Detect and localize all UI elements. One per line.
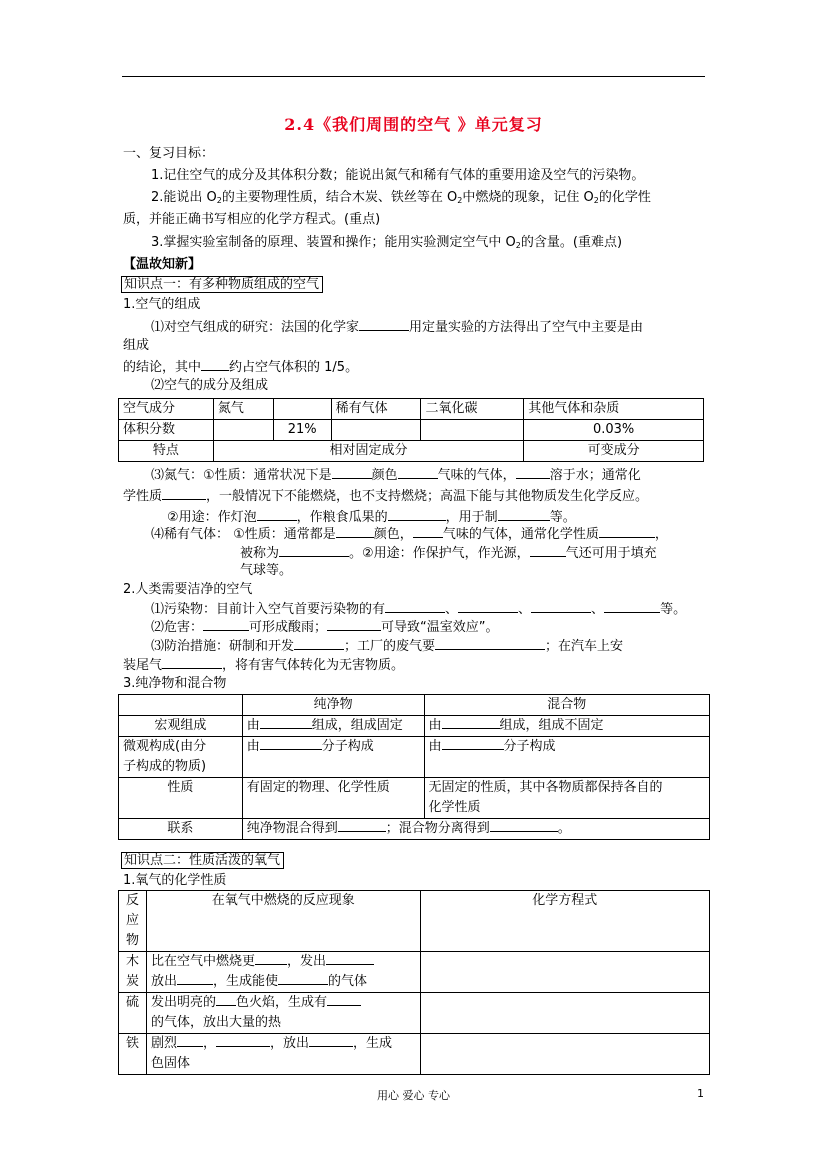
pollution-line-3: ⑶防治措施：研制和开发 ；工厂的废气要 ；在汽车上安 xyxy=(151,639,624,654)
cell xyxy=(331,420,421,441)
cell: 二氧化碳 xyxy=(421,399,524,420)
cell: 纯净物混合得到 ；混合物分离得到 。 xyxy=(242,819,709,840)
noble-gas-line-3: 气球等。 xyxy=(240,563,293,578)
cell: 宏观组成 xyxy=(119,716,243,737)
kp1-line-2: 组成 xyxy=(123,338,150,353)
cell xyxy=(420,1034,709,1075)
kp1-line-3: 的结论，其中 约占空气体积的 1/5。 xyxy=(123,360,359,375)
cell: 相对固定成分 xyxy=(213,441,523,462)
cell: 木 炭 xyxy=(119,952,147,993)
cell: 发出明亮的 色火焰，生成有 的气体，放出大量的热 xyxy=(146,993,420,1034)
page-footer: 用心 爱心 专心 xyxy=(377,1089,450,1102)
cell: 由 分子构成 xyxy=(424,737,710,778)
cell: 由 分子构成 xyxy=(242,737,424,778)
kp2-section-heading: 1.氧气的化学性质 xyxy=(123,873,227,888)
cell: 体积分数 xyxy=(119,420,214,441)
cell xyxy=(420,993,709,1034)
objective-2: 2.能说出 $O_2$的主要物理性质，结合木炭、铁丝等在 $O_2$中燃烧的现象，记住 $O_2$的化学性 xyxy=(151,190,651,205)
pollution-line-2: ⑵危害： 可形成酸雨； 可导致“温室效应”。 xyxy=(151,620,499,635)
pollution-line-4: 装尾气 ，将有害气体转化为无害物质。 xyxy=(123,658,405,673)
objective-2-cont: 质，并能正确书写相应的化学方程式。(重点) xyxy=(123,212,381,227)
cell: 混合物 xyxy=(424,695,710,716)
cell: 无固定的性质，其中各物质都保持各自的 化学性质 xyxy=(424,778,710,819)
cell: 微观构成(由分 子构成的物质) xyxy=(119,737,243,778)
air-composition-table xyxy=(118,398,704,462)
section-1-heading: 1.空气的组成 xyxy=(123,297,201,312)
cell: 由 组成，组成固定 xyxy=(242,716,424,737)
nitrogen-line-3: ②用途：作灯泡 ，作粮食瓜果的 ，用于制 等。 xyxy=(167,510,576,525)
cell: 氮气 xyxy=(213,399,273,420)
cell: 硫 xyxy=(119,993,147,1034)
kp1-line-1: ⑴对空气组成的研究：法国的化学家 用定量实验的方法得出了空气中主要是由 xyxy=(151,320,644,335)
objective-1: 1.记住空气的成分及其体积分数；能说出氮气和稀有气体的重要用途及空气的污染物。 xyxy=(151,168,645,183)
nitrogen-line-1: ⑶氮气：①性质：通常状况下是 颜色 气味的气体， 溶于水；通常化 xyxy=(151,468,641,483)
noble-gas-line-2: 被称为 。②用途：作保护气，作光源， 气还可用于填充 xyxy=(240,546,657,561)
objectives-heading: 一、复习目标： xyxy=(123,146,215,161)
cell: 稀有气体 xyxy=(331,399,421,420)
cell: 性质 xyxy=(119,778,243,819)
cell xyxy=(420,952,709,993)
page-number: 1 xyxy=(697,1087,704,1100)
cell: 其他气体和杂质 xyxy=(524,399,704,420)
kp1-line-4: ⑵空气的成分及组成 xyxy=(151,378,269,393)
knowledge-point-2: 知识点二：性质活泼的氧气 xyxy=(121,853,284,869)
oxygen-reaction-table xyxy=(118,890,710,1075)
cell: 比在空气中燃烧更 ，发出 放出 ，生成能使 的气体 xyxy=(146,952,420,993)
cell xyxy=(119,695,243,716)
cell: 可变成分 xyxy=(524,441,704,462)
cell: 剧烈 ， ，放出 ，生成 色固体 xyxy=(146,1034,420,1075)
cell: 空气成分 xyxy=(119,399,214,420)
nitrogen-line-2: 学性质 ，一般情况下不能燃烧，也不支持燃烧；高温下能与其他物质发生化学反应。 xyxy=(123,489,649,504)
cell: 有固定的物理、化学性质 xyxy=(242,778,424,819)
cell xyxy=(273,399,331,420)
cell: 0.03% xyxy=(524,420,704,441)
pure-mixture-table xyxy=(118,694,710,840)
cell: 21% xyxy=(273,420,331,441)
page-title: 2.4《我们周围的空气 》单元复习 xyxy=(284,115,543,134)
cell xyxy=(421,420,524,441)
header-rule xyxy=(122,76,705,77)
pollution-line-1: ⑴污染物：目前计入空气首要污染物的有 、 、 、 等。 xyxy=(151,602,687,617)
cell: 反 应 物 xyxy=(119,891,147,952)
knowledge-point-1: 知识点一：有多种物质组成的空气 xyxy=(121,277,323,293)
cell: 联系 xyxy=(119,819,243,840)
objective-3: 3.掌握实验室制备的原理、装置和操作；能用实验测定空气中 $O_2$的含量。(重难点) xyxy=(151,235,623,250)
cell: 纯净物 xyxy=(242,695,424,716)
noble-gas-line-1: ⑷稀有气体： ①性质：通常都是 颜色， 气味的气体，通常化学性质 ， xyxy=(151,527,668,542)
cell: 由 组成，组成不固定 xyxy=(424,716,710,737)
section-3-heading: 3.纯净物和混合物 xyxy=(123,676,227,691)
cell: 在氧气中燃烧的反应现象 xyxy=(146,891,420,952)
cell xyxy=(213,420,273,441)
section-2-heading: 2.人类需要洁净的空气 xyxy=(123,582,253,597)
review-heading: 【温故知新】 xyxy=(123,257,202,272)
cell: 铁 xyxy=(119,1034,147,1075)
cell: 化学方程式 xyxy=(420,891,709,952)
cell: 特点 xyxy=(119,441,214,462)
